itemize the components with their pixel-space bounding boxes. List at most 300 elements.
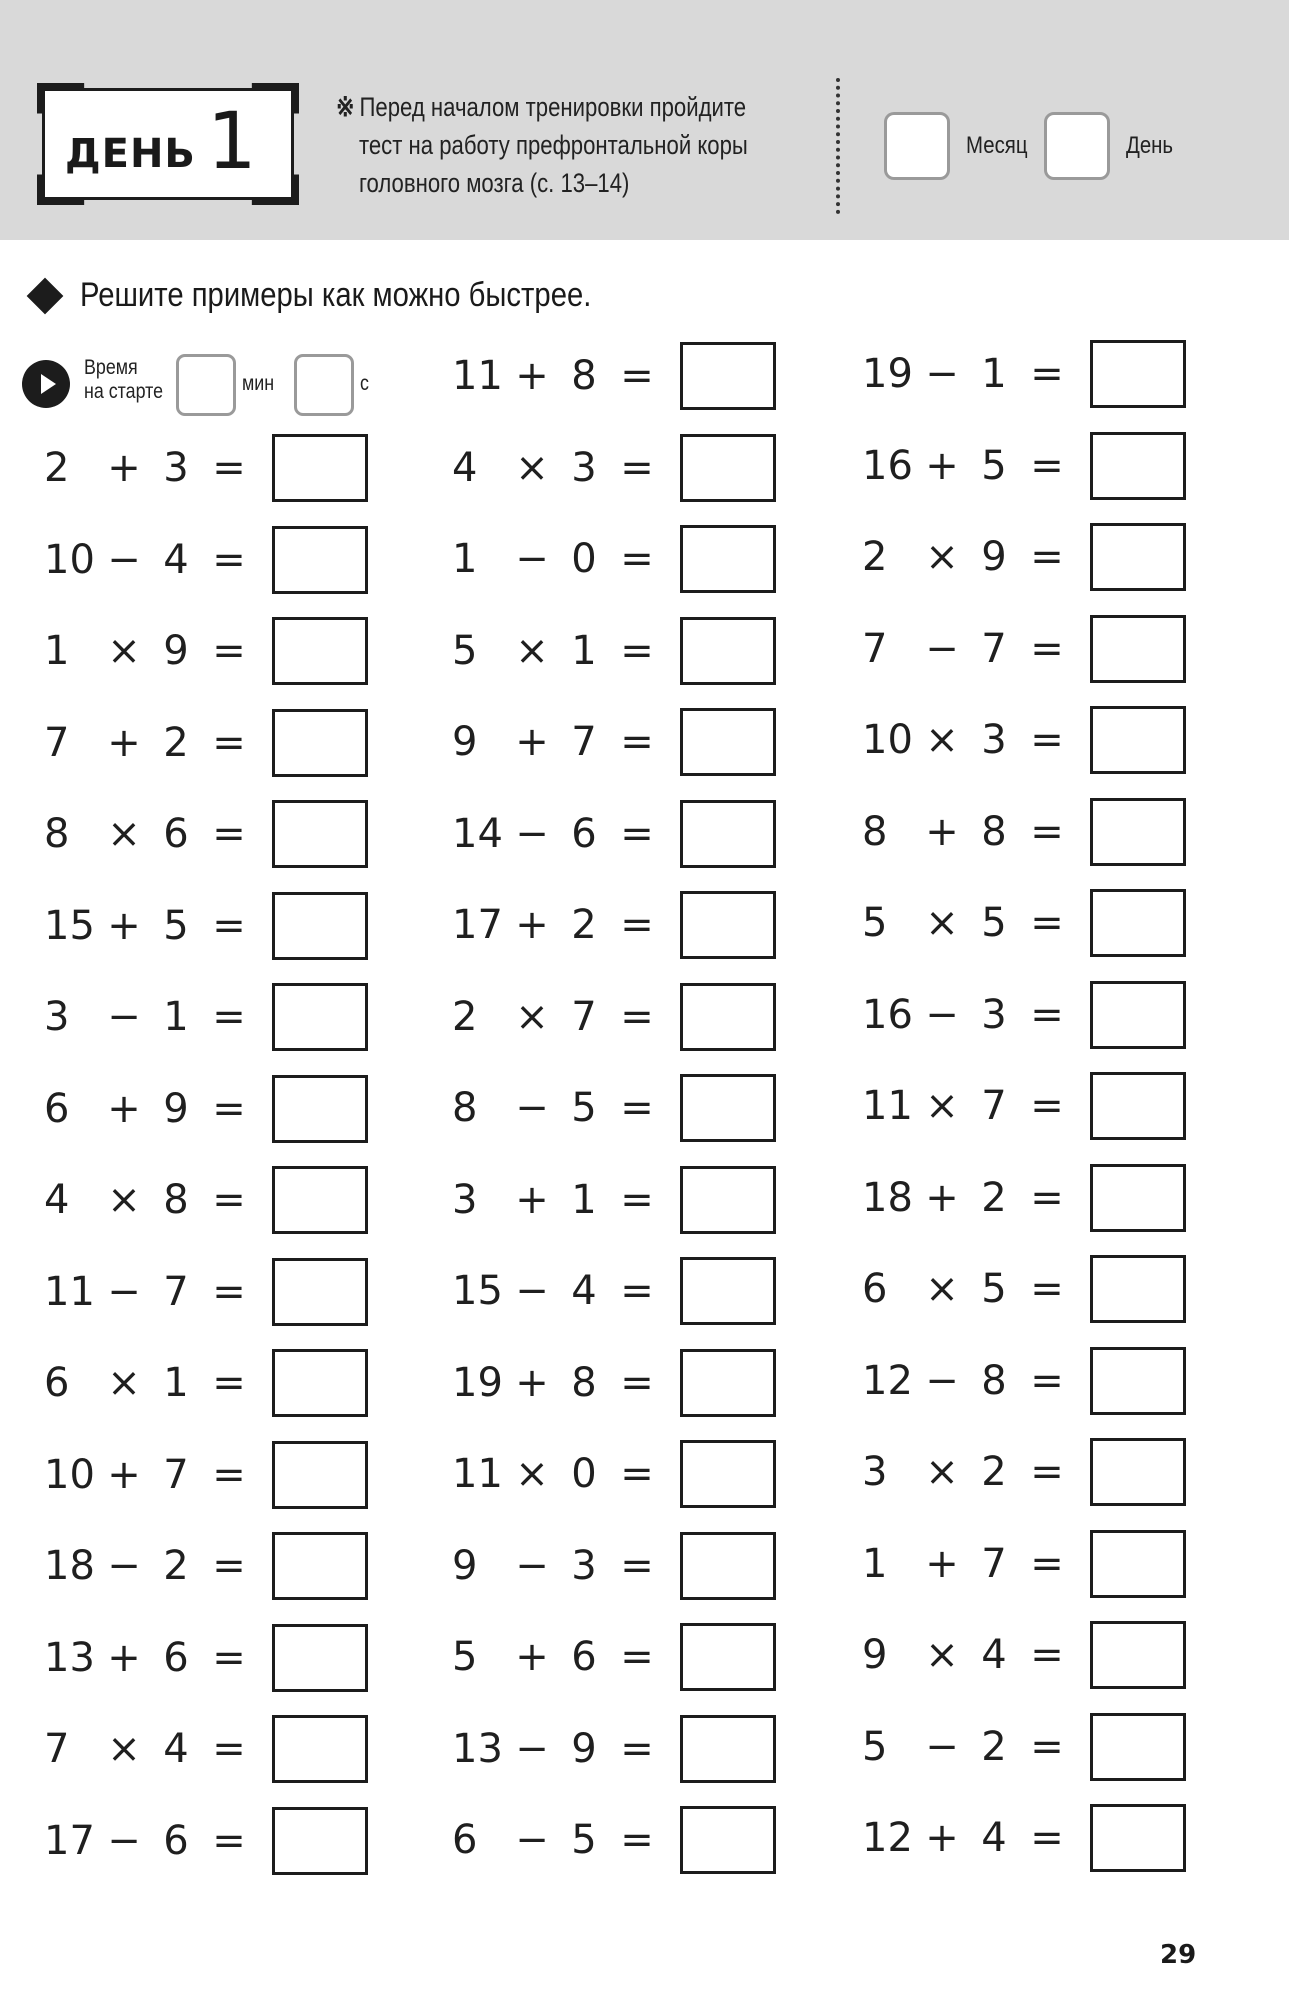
minutes-input-box[interactable]	[176, 354, 236, 416]
answer-box[interactable]	[680, 1166, 776, 1234]
equals-sign: =	[1030, 626, 1064, 672]
operand-b: 5	[163, 903, 189, 949]
problem-expression	[44, 628, 258, 674]
problem-row	[452, 1804, 776, 1876]
seconds-input-box[interactable]	[294, 354, 354, 416]
equals-sign: =	[620, 811, 654, 857]
answer-box[interactable]	[1090, 1164, 1186, 1232]
operand-a: 15	[44, 903, 95, 949]
equals-sign: =	[620, 719, 654, 765]
answer-box[interactable]	[272, 526, 368, 594]
answer-box[interactable]	[272, 983, 368, 1051]
problem-expression	[44, 811, 258, 857]
operator: ×	[925, 1266, 959, 1312]
equals-sign: =	[1030, 1815, 1064, 1861]
problem-row	[44, 615, 368, 687]
answer-box[interactable]	[272, 1807, 368, 1875]
operator: ×	[925, 1449, 959, 1495]
problem-expression	[862, 1724, 1076, 1770]
operand-b: 1	[163, 994, 189, 1040]
operator: ×	[925, 717, 959, 763]
problem-expression	[452, 353, 666, 399]
operator: −	[515, 1726, 549, 1772]
problem-expression	[452, 1451, 666, 1497]
problem-expression	[862, 1083, 1076, 1129]
equals-sign: =	[212, 811, 246, 857]
problem-row	[862, 1162, 1186, 1234]
operand-b: 9	[163, 1086, 189, 1132]
problem-expression	[44, 1360, 258, 1406]
answer-box[interactable]	[1090, 1804, 1186, 1872]
operand-b: 7	[571, 994, 597, 1040]
operator: ×	[107, 811, 141, 857]
operand-a: 17	[44, 1818, 95, 1864]
problem-row	[44, 890, 368, 962]
answer-box[interactable]	[680, 1349, 776, 1417]
problem-row	[452, 889, 776, 961]
problem-expression	[44, 1543, 258, 1589]
answer-box[interactable]	[272, 1258, 368, 1326]
operand-a: 5	[452, 628, 478, 674]
operand-a: 13	[44, 1635, 95, 1681]
problem-row	[452, 706, 776, 778]
problem-row	[452, 1347, 776, 1419]
problem-expression	[452, 1634, 666, 1680]
answer-box[interactable]	[680, 1623, 776, 1691]
operand-b: 9	[571, 1726, 597, 1772]
answer-box[interactable]	[680, 891, 776, 959]
equals-sign: =	[620, 445, 654, 491]
equals-sign: =	[620, 353, 654, 399]
problem-expression	[44, 1269, 258, 1315]
equals-sign: =	[212, 1177, 246, 1223]
operand-a: 11	[862, 1083, 913, 1129]
equals-sign: =	[620, 1451, 654, 1497]
problem-row	[862, 1802, 1186, 1874]
operator: +	[515, 719, 549, 765]
problem-row	[862, 1528, 1186, 1600]
problem-row	[452, 798, 776, 870]
operator: +	[107, 445, 141, 491]
problem-expression	[862, 1632, 1076, 1678]
operand-a: 5	[862, 1724, 888, 1770]
answer-box[interactable]	[680, 434, 776, 502]
operator: ×	[107, 628, 141, 674]
operator: +	[925, 443, 959, 489]
equals-sign: =	[620, 1817, 654, 1863]
equals-sign: =	[212, 1818, 246, 1864]
problem-row	[452, 340, 776, 412]
timer-label-line-2: на старте	[84, 380, 164, 403]
problem-expression	[862, 534, 1076, 580]
problem-expression	[452, 1177, 666, 1223]
equals-sign: =	[620, 1543, 654, 1589]
problem-row	[452, 523, 776, 595]
answer-box[interactable]	[1090, 1255, 1186, 1323]
operand-b: 7	[571, 719, 597, 765]
operand-a: 7	[44, 1726, 70, 1772]
operand-a: 5	[452, 1634, 478, 1680]
problem-row	[862, 521, 1186, 593]
start-time	[22, 350, 382, 420]
operator: −	[107, 537, 141, 583]
operator: −	[925, 351, 959, 397]
equals-sign: =	[620, 902, 654, 948]
day-input-box[interactable]	[1044, 112, 1110, 180]
reference-mark-icon: ※	[336, 92, 355, 122]
problem-expression	[452, 628, 666, 674]
operand-b: 2	[163, 1543, 189, 1589]
day-number: 1	[207, 97, 257, 187]
operator: −	[515, 1817, 549, 1863]
operator: +	[925, 809, 959, 855]
answer-box[interactable]	[1090, 1072, 1186, 1140]
answer-box[interactable]	[272, 892, 368, 960]
operand-b: 1	[981, 351, 1007, 397]
instruction-text: Решите примеры как можно быстрее.	[80, 276, 592, 314]
operand-a: 4	[452, 445, 478, 491]
problem-expression	[862, 809, 1076, 855]
problem-row	[452, 1713, 776, 1785]
operand-a: 3	[44, 994, 70, 1040]
operator: +	[515, 1177, 549, 1223]
operand-b: 6	[571, 1634, 597, 1680]
operand-b: 2	[163, 720, 189, 766]
pretest-note	[336, 88, 795, 202]
equals-sign: =	[212, 628, 246, 674]
answer-box[interactable]	[680, 342, 776, 410]
problem-expression	[452, 994, 666, 1040]
operand-a: 6	[44, 1086, 70, 1132]
problem-expression	[862, 626, 1076, 672]
answer-box[interactable]	[1090, 706, 1186, 774]
problem-expression	[452, 1726, 666, 1772]
answer-box[interactable]	[1090, 981, 1186, 1049]
problem-row	[44, 1805, 368, 1877]
operand-a: 3	[862, 1449, 888, 1495]
equals-sign: =	[212, 994, 246, 1040]
operand-a: 10	[862, 717, 913, 763]
problem-row	[862, 613, 1186, 685]
operator: ×	[515, 1451, 549, 1497]
problem-row	[44, 981, 368, 1053]
month-input-box[interactable]	[884, 112, 950, 180]
answer-box[interactable]	[272, 1532, 368, 1600]
answer-box[interactable]	[272, 1624, 368, 1692]
operand-b: 6	[571, 811, 597, 857]
equals-sign: =	[620, 1726, 654, 1772]
operand-a: 2	[44, 445, 70, 491]
operand-b: 4	[981, 1815, 1007, 1861]
problem-row	[862, 1345, 1186, 1417]
answer-box[interactable]	[680, 1806, 776, 1874]
answer-box[interactable]	[272, 800, 368, 868]
problem-row	[452, 1072, 776, 1144]
operand-b: 6	[163, 811, 189, 857]
problem-expression	[862, 992, 1076, 1038]
answer-box[interactable]	[1090, 798, 1186, 866]
operand-a: 9	[862, 1632, 888, 1678]
answer-box[interactable]	[680, 1074, 776, 1142]
operand-b: 4	[571, 1268, 597, 1314]
answer-box[interactable]	[680, 1257, 776, 1325]
answer-box[interactable]	[272, 1075, 368, 1143]
answer-box[interactable]	[1090, 340, 1186, 408]
equals-sign: =	[620, 1634, 654, 1680]
operator: +	[107, 1635, 141, 1681]
operator: −	[107, 994, 141, 1040]
answer-box[interactable]	[272, 617, 368, 685]
operator: +	[107, 1452, 141, 1498]
answer-box[interactable]	[680, 1715, 776, 1783]
equals-sign: =	[620, 994, 654, 1040]
operand-b: 5	[571, 1085, 597, 1131]
operand-a: 14	[452, 811, 503, 857]
problem-row	[44, 1256, 368, 1328]
problem-expression	[44, 1452, 258, 1498]
problem-expression	[862, 717, 1076, 763]
operand-b: 7	[163, 1452, 189, 1498]
operand-b: 5	[981, 443, 1007, 489]
play-icon	[22, 360, 70, 408]
problem-row	[452, 981, 776, 1053]
note-line-2: тест на работу префронтальной коры	[358, 130, 748, 160]
problem-row	[452, 432, 776, 504]
operand-a: 11	[452, 353, 503, 399]
answer-box[interactable]	[272, 1715, 368, 1783]
operator: ×	[107, 1360, 141, 1406]
operand-b: 3	[571, 1543, 597, 1589]
operator: −	[107, 1818, 141, 1864]
day-word: ДЕНЬ	[65, 131, 196, 177]
answer-box[interactable]	[1090, 1438, 1186, 1506]
operand-b: 8	[571, 1360, 597, 1406]
equals-sign: =	[212, 445, 246, 491]
day-badge	[42, 88, 294, 200]
operand-a: 16	[862, 992, 913, 1038]
problem-row	[44, 1073, 368, 1145]
equals-sign: =	[1030, 351, 1064, 397]
day-label: День	[1126, 132, 1174, 159]
problem-row	[44, 1713, 368, 1785]
operand-b: 7	[163, 1269, 189, 1315]
operand-a: 19	[452, 1360, 503, 1406]
operand-b: 3	[571, 445, 597, 491]
answer-box[interactable]	[1090, 1621, 1186, 1689]
equals-sign: =	[212, 1635, 246, 1681]
problem-row	[862, 338, 1186, 410]
operand-a: 16	[862, 443, 913, 489]
answer-box[interactable]	[680, 617, 776, 685]
diamond-bullet-icon	[27, 277, 64, 314]
operand-a: 11	[44, 1269, 95, 1315]
operator: −	[107, 1269, 141, 1315]
operand-b: 2	[571, 902, 597, 948]
problem-row	[862, 1711, 1186, 1783]
instruction	[24, 276, 675, 315]
answer-box[interactable]	[272, 709, 368, 777]
problem-row	[862, 1436, 1186, 1508]
problem-row	[44, 798, 368, 870]
problem-expression	[452, 1268, 666, 1314]
operand-a: 3	[452, 1177, 478, 1223]
problem-row	[452, 615, 776, 687]
equals-sign: =	[212, 1726, 246, 1772]
answer-box[interactable]	[680, 1440, 776, 1508]
equals-sign: =	[1030, 1632, 1064, 1678]
problem-row	[452, 1164, 776, 1236]
operand-b: 1	[571, 1177, 597, 1223]
operator: −	[925, 1724, 959, 1770]
operator: −	[925, 992, 959, 1038]
operand-b: 1	[571, 628, 597, 674]
problem-row	[452, 1438, 776, 1510]
page-header	[0, 0, 1289, 240]
answer-box[interactable]	[680, 1532, 776, 1600]
operand-b: 8	[571, 353, 597, 399]
problem-row	[44, 1347, 368, 1419]
timer-label	[84, 356, 186, 404]
problem-expression	[452, 902, 666, 948]
problem-row	[862, 979, 1186, 1051]
equals-sign: =	[1030, 1358, 1064, 1404]
operator: +	[925, 1541, 959, 1587]
problem-row	[452, 1255, 776, 1327]
problem-row	[862, 430, 1186, 502]
equals-sign: =	[620, 536, 654, 582]
answer-box[interactable]	[272, 434, 368, 502]
answer-box[interactable]	[680, 983, 776, 1051]
operand-b: 3	[981, 717, 1007, 763]
operand-a: 8	[862, 809, 888, 855]
operator: +	[515, 353, 549, 399]
operand-a: 1	[44, 628, 70, 674]
operand-b: 7	[981, 1541, 1007, 1587]
minutes-unit: мин	[242, 372, 275, 395]
equals-sign: =	[620, 1177, 654, 1223]
problem-expression	[44, 1635, 258, 1681]
operand-b: 3	[163, 445, 189, 491]
operator: +	[925, 1815, 959, 1861]
equals-sign: =	[1030, 534, 1064, 580]
answer-box[interactable]	[1090, 889, 1186, 957]
answer-box[interactable]	[1090, 432, 1186, 500]
problem-expression	[452, 811, 666, 857]
problem-expression	[862, 1541, 1076, 1587]
operand-b: 1	[163, 1360, 189, 1406]
problem-expression	[862, 1815, 1076, 1861]
equals-sign: =	[1030, 1449, 1064, 1495]
problem-row	[44, 432, 368, 504]
operand-a: 18	[44, 1543, 95, 1589]
answer-box[interactable]	[272, 1441, 368, 1509]
operand-b: 8	[163, 1177, 189, 1223]
equals-sign: =	[1030, 1083, 1064, 1129]
operand-b: 4	[163, 537, 189, 583]
operator: −	[515, 1543, 549, 1589]
equals-sign: =	[212, 1452, 246, 1498]
operand-a: 7	[862, 626, 888, 672]
answer-box[interactable]	[272, 1166, 368, 1234]
operand-b: 2	[981, 1175, 1007, 1221]
equals-sign: =	[212, 720, 246, 766]
problem-row	[862, 887, 1186, 959]
operator: ×	[515, 628, 549, 674]
equals-sign: =	[1030, 900, 1064, 946]
operand-b: 9	[163, 628, 189, 674]
operand-b: 5	[981, 1266, 1007, 1312]
answer-box[interactable]	[272, 1349, 368, 1417]
answer-box[interactable]	[680, 525, 776, 593]
operand-b: 6	[163, 1635, 189, 1681]
month-label: Месяц	[966, 132, 1028, 159]
problem-expression	[452, 1085, 666, 1131]
answer-box[interactable]	[1090, 1347, 1186, 1415]
answer-box[interactable]	[680, 708, 776, 776]
problem-expression	[44, 1086, 258, 1132]
operator: ×	[925, 1083, 959, 1129]
operand-b: 7	[981, 626, 1007, 672]
equals-sign: =	[1030, 1541, 1064, 1587]
problem-row	[862, 1619, 1186, 1691]
problem-expression	[452, 1543, 666, 1589]
operand-a: 8	[452, 1085, 478, 1131]
operator: ×	[925, 1632, 959, 1678]
note-line-1: Перед началом тренировки пройдите	[359, 92, 747, 122]
equals-sign: =	[212, 903, 246, 949]
equals-sign: =	[620, 1085, 654, 1131]
operator: +	[925, 1175, 959, 1221]
operand-a: 2	[862, 534, 888, 580]
problem-expression	[452, 536, 666, 582]
operator: +	[107, 1086, 141, 1132]
timer-label-line-1: Время	[84, 356, 138, 379]
operator: −	[925, 626, 959, 672]
answer-box[interactable]	[1090, 1530, 1186, 1598]
equals-sign: =	[1030, 1724, 1064, 1770]
answer-box[interactable]	[1090, 1713, 1186, 1781]
operator: +	[107, 720, 141, 766]
equals-sign: =	[212, 1360, 246, 1406]
answer-box[interactable]	[1090, 615, 1186, 683]
equals-sign: =	[1030, 1266, 1064, 1312]
problem-expression	[44, 1726, 258, 1772]
operand-a: 7	[44, 720, 70, 766]
operand-b: 8	[981, 1358, 1007, 1404]
problem-row	[44, 1439, 368, 1511]
operator: −	[515, 811, 549, 857]
operand-a: 12	[862, 1358, 913, 1404]
operand-a: 6	[452, 1817, 478, 1863]
page-number: 29	[1160, 1940, 1197, 1970]
problem-expression	[44, 1177, 258, 1223]
operand-a: 9	[452, 719, 478, 765]
problem-expression	[862, 1358, 1076, 1404]
operand-b: 5	[981, 900, 1007, 946]
equals-sign: =	[620, 1268, 654, 1314]
problem-row	[44, 524, 368, 596]
operand-a: 10	[44, 537, 95, 583]
operand-a: 6	[44, 1360, 70, 1406]
answer-box[interactable]	[680, 800, 776, 868]
seconds-unit: с	[360, 372, 369, 395]
operand-b: 4	[163, 1726, 189, 1772]
problem-expression	[862, 1449, 1076, 1495]
operator: ×	[107, 1726, 141, 1772]
operand-a: 17	[452, 902, 503, 948]
operand-b: 2	[981, 1449, 1007, 1495]
answer-box[interactable]	[1090, 523, 1186, 591]
